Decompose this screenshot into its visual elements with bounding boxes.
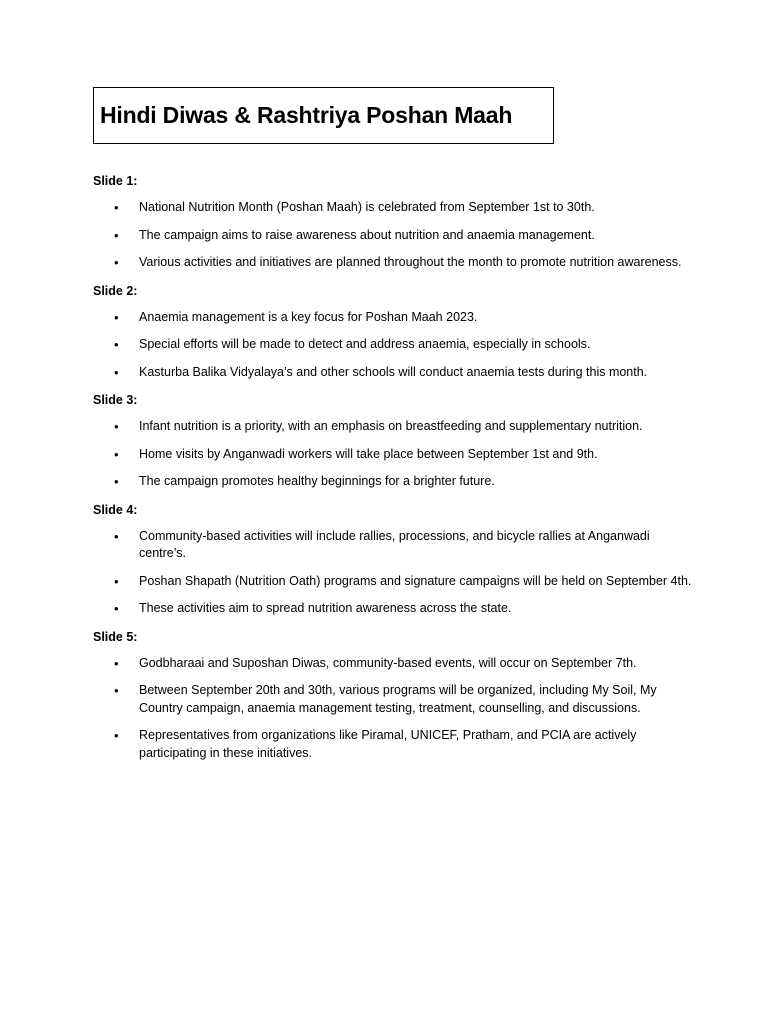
slide-heading: Slide 5:	[93, 629, 138, 644]
bullet-list	[93, 418, 693, 491]
bullet-item: • Poshan Shapath (Nutrition Oath) programs and signature campaigns will be held on September 4th.	[93, 573, 693, 591]
bullet-list	[93, 309, 693, 382]
document-title: Hindi Diwas & Rashtriya Poshan Maah	[100, 102, 513, 128]
slide-heading: Slide 4:	[93, 502, 138, 517]
bullet-item: • Between September 20th and 30th, various programs will be organized, including My Soil, My Country campaign, anaemia management testing, treatment, counselling, and discussions.	[93, 682, 693, 717]
bullet-item: • National Nutrition Month (Poshan Maah) is celebrated from September 1st to 30th.	[93, 199, 693, 217]
bullet-item: • Kasturba Balika Vidyalaya’s and other schools will conduct anaemia tests during this month.	[93, 364, 693, 382]
slide-section-2	[93, 282, 693, 382]
slide-heading: Slide 2:	[93, 283, 138, 298]
document-body	[93, 172, 693, 772]
slide-section-5	[93, 628, 693, 763]
bullet-item: • Home visits by Anganwadi workers will take place between September 1st and 9th.	[93, 446, 693, 464]
slide-heading: Slide 3:	[93, 393, 138, 407]
bullet-item: • Infant nutrition is a priority, with an emphasis on breastfeeding and supplementary nutrition.	[93, 418, 693, 436]
bullet-item: • Community-based activities will include rallies, processions, and bicycle rallies at Anganwadi centre’s.	[93, 528, 693, 563]
bullet-item: • Representatives from organizations like Piramal, UNICEF, Pratham, and PCIA are actively participating in these initiatives.	[93, 727, 693, 762]
slide-section-4	[93, 501, 693, 618]
slide-section-3	[93, 391, 693, 491]
bullet-item: • Special efforts will be made to detect and address anaemia, especially in schools.	[93, 336, 693, 354]
slide-heading: Slide 1:	[93, 174, 138, 188]
title-box	[93, 87, 554, 144]
bullet-item: • These activities aim to spread nutrition awareness across the state.	[93, 600, 693, 618]
bullet-item: • The campaign promotes healthy beginnings for a brighter future.	[93, 473, 693, 491]
bullet-list	[93, 528, 693, 618]
slide-section-1	[93, 172, 693, 272]
bullet-list	[93, 199, 693, 272]
bullet-item: • Godbharaai and Suposhan Diwas, community-based events, will occur on September 7th.	[93, 655, 693, 673]
bullet-list	[93, 655, 693, 763]
bullet-item: • Anaemia management is a key focus for Poshan Maah 2023.	[93, 309, 693, 327]
bullet-item: • The campaign aims to raise awareness about nutrition and anaemia management.	[93, 227, 693, 245]
bullet-item: • Various activities and initiatives are planned throughout the month to promote nutrition awareness.	[93, 254, 693, 272]
